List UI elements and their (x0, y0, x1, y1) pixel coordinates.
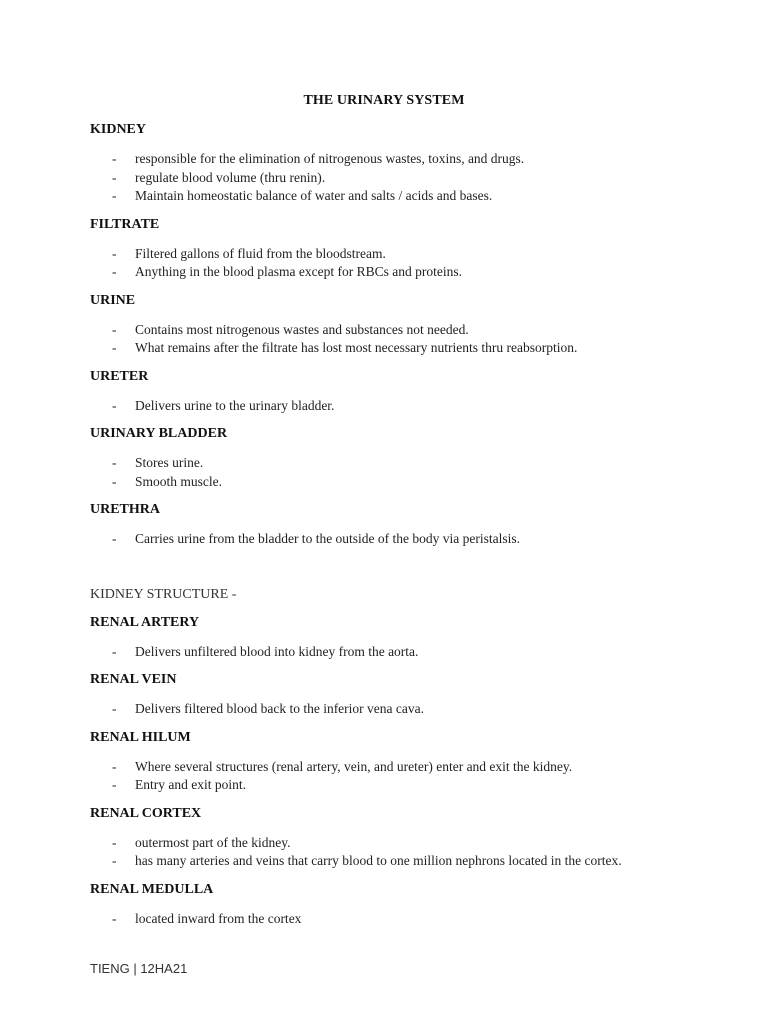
bullet-list-renal-medulla (90, 910, 710, 929)
bullet-list-ureter (90, 397, 710, 416)
bullet-list-renal-vein (90, 700, 710, 719)
list-item (90, 169, 710, 188)
urinary-organs-sections (90, 121, 710, 549)
section-heading-urethra: URETHRA (90, 502, 161, 517)
list-item-text: Where several structures (renal artery, vein, and ureter) enter and exit the kidney. (135, 758, 573, 774)
section-heading-renal-medulla: RENAL MEDULLA (90, 881, 214, 897)
list-item (90, 530, 710, 549)
list-item (90, 263, 710, 282)
list-item-text: regulate blood volume (thru renin). (135, 169, 326, 185)
empty-spacer (90, 604, 710, 614)
bullet-list-renal-artery (90, 643, 710, 662)
kidney-structure-sections (90, 614, 710, 929)
section-heading-renal-artery: RENAL ARTERY (90, 614, 200, 630)
bullet-dash: - (112, 321, 117, 337)
section-heading-renal-vein: RENAL VEIN (90, 672, 177, 687)
list-item (90, 150, 710, 169)
list-item (90, 245, 710, 264)
list-item-text: Smooth muscle. (135, 473, 222, 489)
list-item-text: Delivers urine to the urinary bladder. (135, 397, 335, 413)
bullet-dash: - (112, 853, 117, 868)
list-item (90, 454, 710, 473)
bullet-dash: - (112, 169, 117, 185)
section-heading-renal-hilum: RENAL HILUM (90, 729, 191, 745)
bullet-dash: - (112, 188, 117, 203)
list-item-text: Entry and exit point. (135, 777, 246, 792)
bullet-dash: - (112, 455, 117, 470)
page-title: THE URINARY SYSTEM (303, 93, 465, 108)
bullet-dash: - (112, 397, 117, 413)
list-item (90, 758, 710, 777)
list-item (90, 187, 710, 206)
list-item-text: Contains most nitrogenous wastes and substances not needed. (135, 321, 469, 337)
list-item-text: responsible for the elimination of nitrogenous wastes, toxins, and drugs. (135, 151, 525, 166)
bullet-list-renal-cortex (90, 834, 710, 871)
list-item (90, 397, 710, 416)
bullet-dash: - (112, 531, 117, 546)
list-item-text: located inward from the cortex (135, 910, 302, 926)
list-item-text: What remains after the filtrate has lost most necessary nutrients thru reabsorption. (135, 340, 578, 355)
list-item-text: Anything in the blood plasma except for RBCs and proteins. (135, 264, 462, 279)
bullet-dash: - (112, 758, 117, 774)
list-item (90, 643, 710, 662)
list-item-text: Carries urine from the bladder to the outside of the body via peristalsis. (135, 531, 521, 546)
list-item (90, 339, 710, 358)
bullet-list-urine (90, 321, 710, 358)
bullet-dash: - (112, 151, 117, 166)
section-heading-urinary-bladder: URINARY BLADDER (90, 426, 228, 441)
list-item-text: Stores urine. (135, 455, 204, 470)
section-gap (90, 559, 710, 586)
list-item (90, 321, 710, 340)
list-item (90, 834, 710, 853)
section-heading-ureter: URETER (90, 368, 149, 384)
bullet-list-filtrate (90, 245, 710, 282)
list-item (90, 776, 710, 795)
list-item-text: Maintain homeostatic balance of water and salts / acids and bases. (135, 188, 493, 203)
bullet-dash: - (112, 834, 117, 850)
list-item-text: has many arteries and veins that carry blood to one million nephrons located in the cortex. (135, 853, 622, 868)
list-item-text: Delivers filtered blood back to the inferior vena cava. (135, 701, 425, 716)
bullet-list-kidney (90, 150, 710, 206)
section-heading-renal-cortex: RENAL CORTEX (90, 805, 202, 821)
list-item (90, 910, 710, 929)
section-heading-kidney: KIDNEY (90, 122, 147, 137)
list-item-text: Filtered gallons of fluid from the bloodstream. (135, 245, 386, 261)
bullet-dash: - (112, 910, 117, 926)
document-body (90, 121, 710, 938)
list-item-text: Delivers unfiltered blood into kidney from the aorta. (135, 643, 419, 659)
bullet-list-urinary-bladder (90, 454, 710, 491)
list-item (90, 700, 710, 719)
bullet-dash: - (112, 245, 117, 261)
bullet-dash: - (112, 340, 117, 355)
bullet-dash: - (112, 473, 117, 489)
page-footer: TIENG | 12HA21 (90, 961, 188, 976)
kidney-structure-label: KIDNEY STRUCTURE - (90, 586, 237, 602)
list-item (90, 852, 710, 871)
bullet-list-urethra (90, 530, 710, 549)
bullet-dash: - (112, 701, 117, 716)
bullet-dash: - (112, 777, 117, 792)
list-item-text: outermost part of the kidney. (135, 834, 291, 850)
bullet-dash: - (112, 643, 117, 659)
bullet-dash: - (112, 264, 117, 279)
list-item (90, 473, 710, 492)
section-heading-urine: URINE (90, 292, 136, 308)
section-heading-filtrate: FILTRATE (90, 216, 160, 232)
bullet-list-renal-hilum (90, 758, 710, 795)
